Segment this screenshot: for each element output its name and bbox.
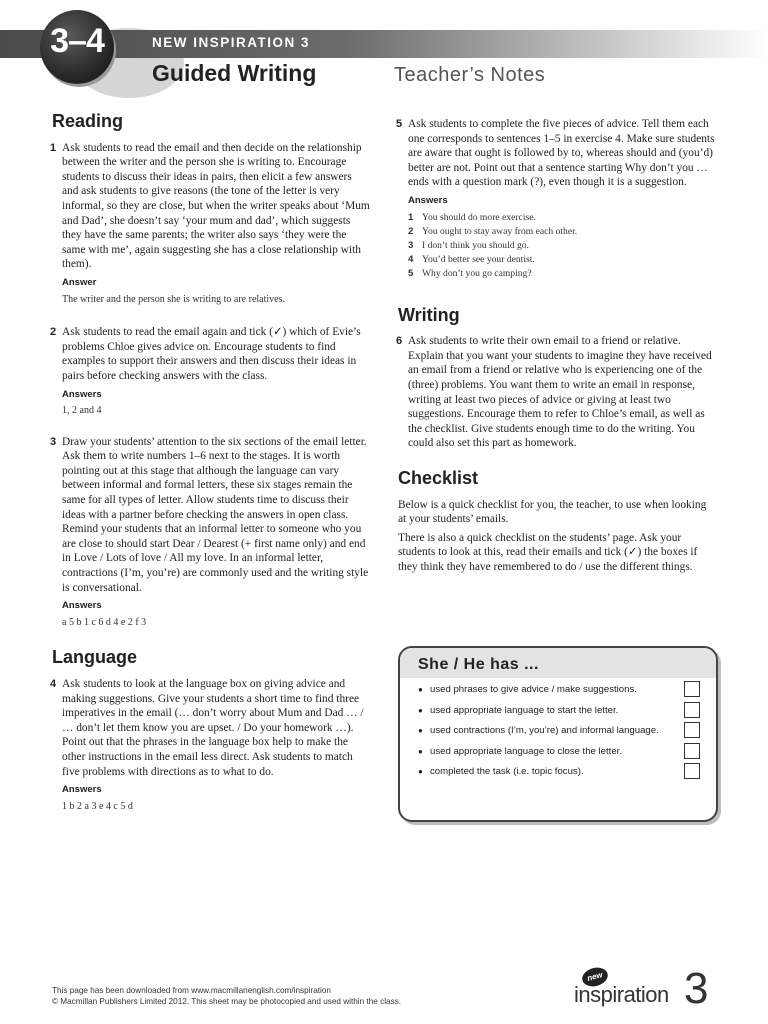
item-number: 1	[50, 141, 57, 154]
checkbox[interactable]	[684, 702, 700, 718]
answer-number: 5	[408, 268, 414, 280]
answer-label: Answers	[408, 194, 448, 206]
left-column	[50, 111, 370, 814]
item-text: Ask students to look at the language box on giving advice and making suggestions. Give your students a short time to find three imperatives in the email (… don’t worry about Mum and Dad … / … don’t let them know you are upset. / Do your homework …). Point out that the phrases in the language box help to make the other instructions in the email less direct. Ask students to match five problems with directions as to what to do.	[62, 678, 364, 778]
answer-label: Answers	[62, 388, 102, 400]
answer-text: You’d better see your dentist.	[422, 254, 535, 266]
checklist-instructions: There is also a quick checklist on the students’ page. Ask your students to look at this, read their emails and tick (✓) the boxes if they think they have remembered to do / use the different things.	[398, 531, 698, 573]
checklist-box-title: She / He has ...	[400, 648, 716, 678]
logo-number: 3	[684, 964, 709, 1013]
answer-number: 2	[408, 225, 414, 237]
answer-number: 4	[408, 254, 414, 266]
new-badge: new	[580, 965, 610, 989]
checklist-item-label: used appropriate language to close the letter.	[430, 745, 623, 757]
checkbox[interactable]	[684, 763, 700, 779]
item-text: Ask students to complete the five pieces of advice. Tell them each one corresponds to sentences 1–5 in exercise 4. Make sure students are aware that ought is followed by to, whereas should and (you’d) better are not. Point out that a sentence starting Why don’t you … ends with a question mark (?), even though it is a suggestion.	[408, 118, 715, 189]
checklist-row	[400, 701, 716, 722]
checkbox[interactable]	[684, 722, 700, 738]
answer-text: I don’t think you should go.	[422, 239, 529, 251]
item-text: Draw your students’ attention to the six sections of the email letter. Ask them to write numbers 1–6 next to the stages. It is worth pointing out at this stage that although the language can vary between informal and formal letters, these six stages remain the same for all types of letter. Allow students time to discuss their ideas with a partner before checking the answers in open class. Remind your students that an informal letter to someone who you are close to should start Dear / Dearest (+ first name only) and end in Love / Lots of love / All my love. In an informal letter, contractions (I’m, you’re) are commonly used and the writing style is conversational.	[62, 435, 369, 594]
logo-word: inspiration	[574, 982, 669, 1007]
inspiration-logo	[574, 964, 724, 1016]
item-4	[52, 677, 370, 779]
answer-text: You should do more exercise.	[422, 211, 536, 223]
page-title: Guided Writing	[152, 60, 317, 86]
answer-number: 1	[408, 211, 414, 223]
bullet-icon: ●	[418, 705, 423, 715]
item-5	[398, 117, 716, 190]
item-number: 5	[396, 118, 403, 130]
checkbox[interactable]	[684, 681, 700, 697]
list-item	[408, 211, 716, 225]
item-number: 6	[396, 335, 403, 348]
answer-label: Answer	[62, 276, 97, 288]
answer-label: Answers	[62, 784, 102, 796]
item-6	[398, 334, 716, 451]
checklist-item-label: completed the task (i.e. topic focus).	[430, 766, 584, 778]
footer-download-line: This page has been downloaded from www.macmillanenglish.com/inspiration	[52, 986, 331, 995]
checklist-item-label: used phrases to give advice / make suggestions.	[430, 684, 637, 695]
checkbox[interactable]	[684, 743, 700, 759]
list-item	[408, 253, 716, 267]
answer-text: 1, 2 and 4	[62, 405, 102, 417]
writing-heading: Writing	[398, 304, 460, 325]
checklist-item-label: used contractions (I’m, you’re) and informal language.	[430, 725, 659, 737]
answer-text: The writer and the person she is writing to are relatives.	[62, 293, 285, 305]
unit-badge	[40, 10, 114, 84]
item-number: 4	[50, 678, 57, 690]
item-1	[52, 141, 370, 272]
bullet-icon: ●	[418, 726, 423, 736]
footer-text	[52, 985, 401, 1007]
checklist-item-label: used appropriate language to start the letter.	[430, 704, 619, 716]
item-text: Ask students to read the email again and tick (✓) which of Evie’s problems Chloe gives advice on. Encourage students to find examples to support their answers and then discuss their ideas in pairs before checking answers with the class.	[62, 326, 361, 382]
checklist-row	[400, 721, 716, 742]
checklist-row	[400, 680, 716, 701]
item-3	[52, 435, 370, 596]
list-item	[408, 225, 716, 239]
series-title: NEW INSPIRATION 3	[152, 35, 311, 50]
footer-copyright: © Macmillan Publishers Limited 2012. This sheet may be photocopied and used within the class.	[52, 997, 402, 1006]
checklist-intro: Below is a quick checklist for you, the teacher, to use when looking at your students’ emails.	[398, 498, 707, 526]
item-number: 3	[50, 435, 57, 448]
answer-list	[408, 211, 716, 282]
bullet-icon: ●	[418, 685, 423, 694]
item-number: 2	[50, 326, 57, 339]
bullet-icon: ●	[418, 746, 423, 756]
list-item	[408, 267, 716, 281]
language-heading: Language	[52, 647, 138, 668]
answer-text: Why don’t you go camping?	[422, 268, 532, 280]
checklist-row	[400, 742, 716, 763]
answer-text: 1 b 2 a 3 e 4 c 5 d	[62, 800, 133, 812]
unit-number: 3–4	[50, 22, 104, 60]
answer-number: 3	[408, 239, 414, 251]
checklist-box	[398, 646, 718, 822]
checklist-row	[400, 762, 716, 783]
item-text: Ask students to write their own email to a friend or relative. Explain that you want your students to imagine they have received an email from a friend or relative who is experiencing one of the (three) problems. You want them to write an email in response, writing at least two pieces of advice or giving at least two suggestions. Encourage them to refer to Chloe’s email, as well as the checklist. Give students enough time to do the writing. You could also set this part as homework.	[408, 335, 712, 450]
list-item	[408, 239, 716, 253]
checklist-heading: Checklist	[398, 467, 479, 488]
item-text: Ask students to read the email and then decide on the relationship between the writer and the person she is writing to. Encourage students to discuss their ideas in pairs, then elicit a few answers and ask students to give reasons (the tone of the letter is very informal, so they are close, but when the writer speaks about ‘Mum and Dad’, she doesn’t say ‘your mum and dad’, which suggests they have the same parents; the writer also says ‘they were the same with me’, again suggesting she has a close relationship with them).	[62, 141, 370, 271]
answer-text: You ought to stay away from each other.	[422, 225, 578, 237]
reading-heading: Reading	[52, 111, 124, 131]
bullet-icon: ●	[418, 767, 423, 777]
answer-label: Answers	[62, 600, 102, 612]
header-bar	[0, 30, 768, 58]
item-2	[52, 325, 370, 383]
page-subtitle: Teacher’s Notes	[394, 64, 546, 86]
right-column	[398, 117, 716, 578]
answer-text: a 5 b 1 c 6 d 4 e 2 f 3	[62, 616, 147, 628]
